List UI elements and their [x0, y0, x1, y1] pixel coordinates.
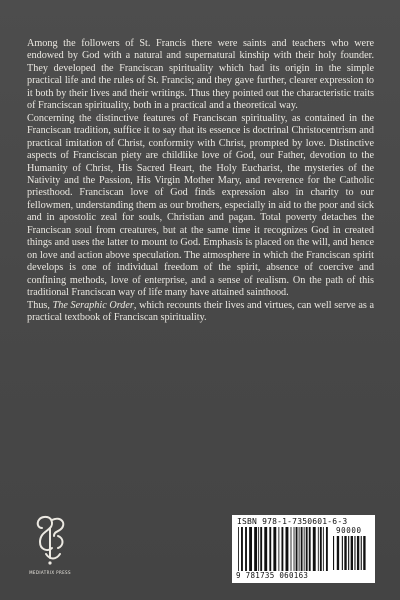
- isbn-barcode: [232, 515, 375, 583]
- barcode-bar: [258, 527, 259, 571]
- barcode-bar: [299, 527, 300, 571]
- barcode-bar: [291, 527, 292, 571]
- barcode-bar: [326, 527, 328, 571]
- barcode-bar: [323, 527, 324, 571]
- barcode-bar: [296, 527, 298, 571]
- ean-digits: 9 781735 060163: [236, 571, 309, 580]
- barcode-bar: [260, 527, 262, 571]
- barcode-bar: [337, 536, 339, 570]
- barcode-bar: [269, 527, 271, 571]
- barcode-bar: [309, 527, 311, 571]
- barcode-bar: [342, 536, 343, 570]
- blurb-paragraph-1: Among the followers of St. Francis there were saints and teachers who were endowed by God with a natural and supernatural kinship with their holy founder. They developed the Franciscan spirituality which had its origin in the simple practical life and the rules of St. Francis; and they gave further, clearer expression to it both by their lives and their writings. Thus they pointed out the characteristic traits of Franciscan spirituality, both in a practical and a theoretical way.: [27, 38, 374, 112]
- barcode-bar: [254, 527, 257, 571]
- mediatrix-monogram-icon: [32, 514, 68, 568]
- barcode-bar: [241, 527, 243, 571]
- paragraph-3-suffix: , which recounts their lives and virtues, can well serve as a practical textbook of Franciscan spirituality.: [27, 299, 375, 323]
- barcode-bar: [354, 536, 355, 570]
- barcode-bar: [313, 527, 316, 571]
- barcode-bar: [363, 536, 365, 570]
- barcode-bar: [301, 527, 303, 571]
- blurb-paragraph-2: Concerning the distinctive features of Franciscan spirituality, as contained in the Franciscan tradition, suffice it to say that its essence is doctrinal Christocentrism and practical imitation of Christ, conformity with Christ, prompted by love. Distinctive aspects of Franciscan piety are childlike love of God, our Father, devotion to the Humanity of Christ, His Sacred Heart, the Holy Eucharist, the mysteries of the Nativity and the Passion, His Virgin Mother Mary, and reverence for the Catholic priesthood. Franciscan love of God finds expression also in charity to our fellowmen, understanding them as our brothers, especially in aid to the poor and sick and in apostolic zeal for souls, Christian and pagan. Total poverty detaches the Franciscan soul from creatures, but at the same time it recognizes God in created things and uses the latter to mount to God. Emphasis is placed on the will, and hence on love and action above speculation. The atmosphere in which the Franciscan spirit develops is one of individual freedom of the spirit, absence of coercive and confining methods, love of enterprise, and a sense of realism. On the path of this traditional Franciscan way of life many have attained sainthood.: [27, 112, 374, 299]
- barcode-bar: [348, 536, 349, 570]
- barcode-bar: [351, 536, 353, 570]
- barcode-bar: [238, 527, 239, 571]
- ean-barcode-bars: [238, 527, 330, 571]
- barcode-bar: [281, 527, 283, 571]
- isbn-label: ISBN 978-1-7350601-6-3: [237, 517, 348, 526]
- barcode-bar: [245, 527, 247, 571]
- barcode-bar: [320, 527, 322, 571]
- barcode-bar: [294, 527, 295, 571]
- barcode-bar: [306, 527, 308, 571]
- barcode-supplement-number: 90000: [336, 526, 362, 535]
- barcode-bar: [264, 527, 267, 571]
- supplement-barcode-bars: [333, 536, 369, 572]
- paragraph-3-prefix: Thus,: [27, 299, 53, 311]
- barcode-bar: [344, 536, 346, 570]
- barcode-bar: [357, 536, 359, 570]
- barcode-bar: [278, 527, 279, 571]
- publisher-name: MEDIATRIX PRESS: [29, 570, 71, 575]
- blurb-paragraph-3: [27, 300, 374, 325]
- barcode-bar: [249, 527, 252, 571]
- barcode-bar: [318, 527, 319, 571]
- barcode-bar: [286, 527, 289, 571]
- barcode-bar: [304, 527, 305, 571]
- publisher-logo: [28, 514, 72, 582]
- blurb-text: [27, 38, 374, 324]
- book-title: The Seraphic Order: [52, 299, 134, 311]
- barcode-bar: [333, 536, 334, 570]
- barcode-bar: [361, 536, 362, 570]
- barcode-bar: [273, 527, 276, 571]
